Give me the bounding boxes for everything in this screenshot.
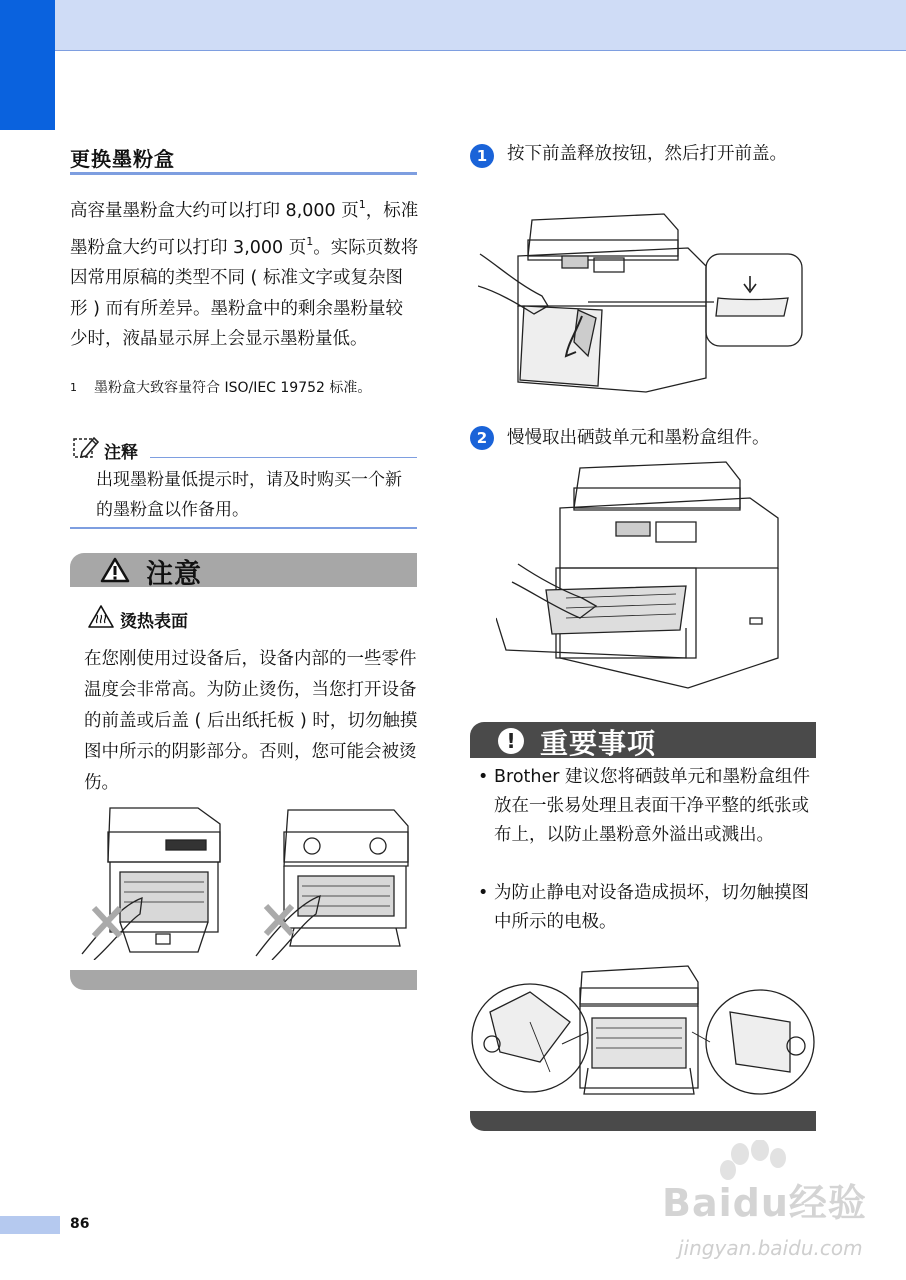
watermark-brand: Baidu经验	[662, 1181, 867, 1225]
printer-back-hot-illustration	[254, 806, 416, 960]
bullet: •	[478, 883, 489, 903]
step-1-number: 1	[470, 144, 494, 168]
open-front-cover-illustration	[478, 206, 806, 406]
step-2-number: 2	[470, 426, 494, 450]
note-pencil-icon	[72, 433, 100, 461]
note-title: 注释	[104, 443, 138, 463]
remove-drum-unit-illustration	[496, 458, 792, 708]
chapter-tab	[0, 0, 55, 130]
step-2-text: 慢慢取出硒鼓单元和墨粉盒组件。	[507, 428, 770, 448]
note-text: 出现墨粉量低提示时，请及时购买一个新的墨粉盒以作备用。	[96, 470, 402, 520]
header-band	[0, 0, 906, 51]
footnote-number: 1	[70, 381, 77, 394]
footnote-text: 墨粉盒大致容量符合 ISO/IEC 19752 标准。	[94, 380, 372, 396]
footnote	[70, 377, 415, 399]
important-item	[478, 879, 813, 937]
electrodes-illustration	[470, 952, 816, 1100]
important-title: 重要事项	[540, 727, 657, 760]
caution-title: 注意	[146, 559, 202, 590]
caution-footer-bar	[70, 970, 417, 990]
note-bottom-rule	[70, 527, 417, 529]
page-number: 86	[70, 1216, 90, 1232]
note-rule	[150, 457, 417, 458]
section-title: 更换墨粉盒	[70, 147, 175, 171]
bullet: •	[478, 767, 489, 787]
hot-surface-title: 烫热表面	[120, 612, 188, 632]
title-underline	[70, 172, 417, 175]
footnote-ref: 1	[306, 234, 314, 248]
watermark-url: jingyan.baidu.com	[678, 1236, 863, 1260]
page-tab	[0, 1216, 60, 1234]
step-1-text: 按下前盖释放按钮，然后打开前盖。	[507, 144, 787, 164]
important-item-text: Brother 建议您将硒鼓单元和墨粉盒组件放在一张易处理且表面干净平整的纸张或布上，以防止墨粉意外溢出或溅出。	[494, 767, 810, 845]
caution-text: 在您刚使用过设备后，设备内部的一些零件温度会非常高。为防止烫伤，当您打开设备的前盖或后盖 ( 后出纸托板 ) 时，切勿触摸图中所示的阴影部分。否则，您可能会被烫伤。	[84, 649, 418, 793]
important-footer-bar	[470, 1111, 816, 1131]
important-item	[478, 763, 813, 850]
important-item-text: 为防止静电对设备造成损坏，切勿触摸图中所示的电极。	[494, 883, 809, 932]
warning-triangle-icon	[100, 557, 130, 583]
exclamation-icon: !	[498, 728, 524, 754]
footnote-ref: 1	[358, 198, 366, 211]
printer-front-hot-illustration	[80, 802, 230, 960]
hot-surface-icon	[87, 604, 115, 630]
intro-paragraph: 高容量墨粉盒大约可以打印 8,000 页$^1$，标准墨粉盒大约可以打印 3,000 页$^1$。实际页数将因常用原稿的类型不同 ( 标准文字或复杂图形 ) 而有所差异。墨粉盒中的剩余墨粉量较少时，液晶显示屏上会显示墨粉量低。	[70, 198, 419, 349]
